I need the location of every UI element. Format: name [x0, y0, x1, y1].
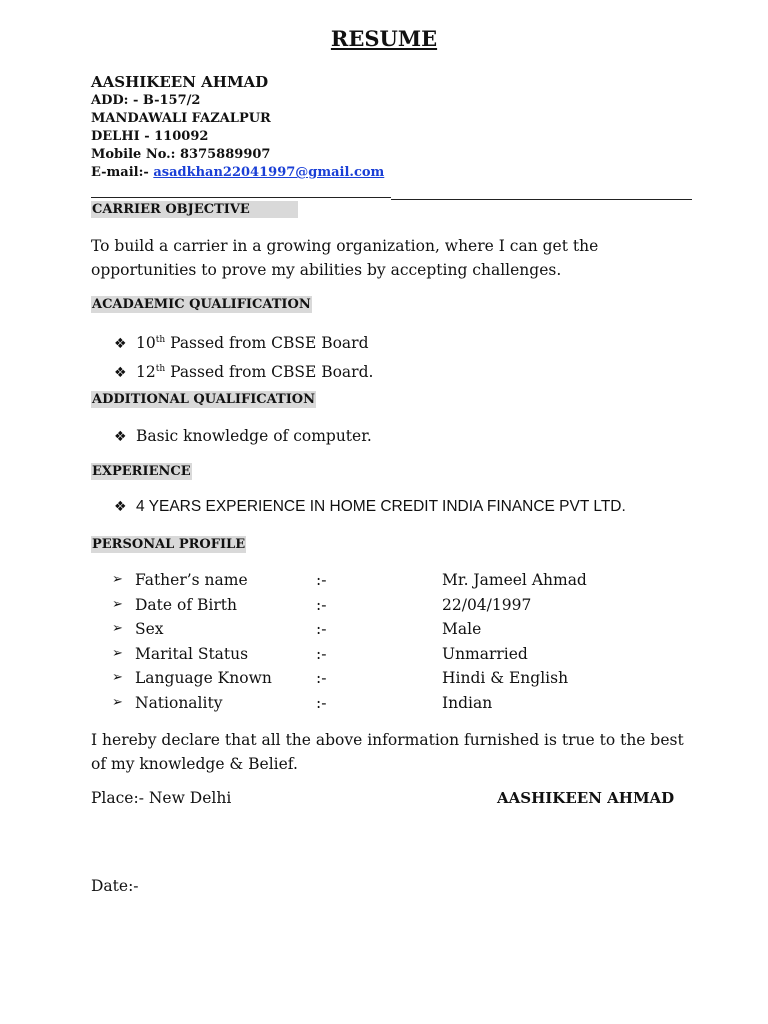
address-line: ADD: - B-157/2 [91, 93, 201, 108]
list-item [114, 495, 626, 520]
arrowhead-bullet-icon: ➢ [112, 645, 123, 661]
email-link[interactable]: asadkhan22041997@gmail.com [153, 165, 385, 180]
section-heading-additional: ADDITIONAL QUALIFICATION [92, 392, 315, 407]
personal-profile-table [112, 568, 587, 715]
profile-label: Date of Birth [135, 595, 237, 614]
profile-value: Male [442, 620, 482, 638]
profile-label: Nationality [135, 693, 223, 712]
ordinal-suffix: th [155, 335, 166, 345]
declaration-text: I hereby declare that all the above information furnished is true to the best of my knowledge & Belief. [91, 731, 684, 773]
list-item [114, 328, 373, 357]
profile-separator: :- [316, 571, 327, 589]
profile-value: Indian [442, 693, 493, 712]
divider-line [391, 199, 692, 200]
arrowhead-bullet-icon: ➢ [112, 694, 123, 710]
academic-list [114, 328, 373, 385]
profile-separator: :- [316, 644, 327, 663]
profile-separator: :- [316, 595, 327, 614]
section-heading-academic: ACADAEMIC QUALIFICATION [92, 297, 311, 312]
profile-row [112, 568, 587, 593]
page-title: RESUME [330, 26, 438, 51]
academic-grade: 10 [136, 334, 156, 353]
section-heading-profile: PERSONAL PROFILE [92, 537, 246, 552]
additional-detail: Basic knowledge of computer. [136, 427, 372, 445]
profile-label: Father’s name [135, 571, 248, 589]
profile-value: 22/04/1997 [442, 595, 532, 614]
profile-value: Unmarried [442, 644, 528, 663]
list-item [114, 357, 373, 386]
candidate-name: AASHIKEEN AHMAD [91, 73, 269, 91]
section-heading-objective: CARRIER OBJECTIVE [91, 201, 298, 218]
section-heading-experience: EXPERIENCE [92, 464, 191, 479]
academic-grade: 12 [136, 362, 156, 381]
profile-label: Language Known [135, 669, 272, 687]
profile-row [112, 617, 587, 642]
divider-line [91, 197, 391, 198]
profile-row [112, 666, 587, 691]
contact-block [91, 72, 384, 182]
profile-label: Sex [135, 620, 164, 638]
list-item [114, 424, 372, 450]
academic-detail: Passed from CBSE Board. [165, 362, 374, 381]
email-label: E-mail:- [91, 165, 154, 180]
arrowhead-bullet-icon: ➢ [112, 621, 123, 636]
signature-name: AASHIKEEN AHMAD [497, 789, 675, 807]
four-diamond-bullet-icon: ❖ [114, 499, 127, 515]
address-line: DELHI - 110092 [91, 129, 209, 144]
four-diamond-bullet-icon: ❖ [114, 364, 127, 381]
four-diamond-bullet-icon: ❖ [114, 336, 127, 353]
email-row [91, 164, 384, 182]
profile-separator: :- [316, 669, 327, 687]
profile-separator: :- [316, 693, 327, 712]
profile-row [112, 642, 587, 667]
profile-row [112, 691, 587, 716]
profile-value: Mr. Jameel Ahmad [442, 571, 587, 589]
four-diamond-bullet-icon: ❖ [114, 429, 127, 445]
profile-row [112, 593, 587, 618]
arrowhead-bullet-icon: ➢ [112, 572, 123, 587]
arrowhead-bullet-icon: ➢ [112, 670, 123, 685]
academic-detail: Passed from CBSE Board [165, 334, 369, 353]
objective-text: To build a carrier in a growing organization, where I can get the opportunities to prove my abilities by accepting challenges. [91, 237, 599, 279]
mobile-number: Mobile No.: 8375889907 [91, 147, 271, 162]
experience-list [114, 495, 626, 520]
additional-list [114, 424, 372, 450]
address-line: MANDAWALI FAZALPUR [91, 111, 271, 126]
profile-separator: :- [316, 620, 327, 638]
experience-detail: 4 YEARS EXPERIENCE IN HOME CREDIT INDIA FINANCE PVT LTD. [136, 498, 626, 515]
ordinal-suffix: th [155, 363, 166, 374]
arrowhead-bullet-icon: ➢ [112, 596, 123, 612]
profile-label: Marital Status [135, 644, 249, 663]
profile-value: Hindi & English [442, 669, 569, 687]
date-line: Date:- [91, 877, 139, 895]
place-line: Place:- New Delhi [91, 789, 232, 807]
